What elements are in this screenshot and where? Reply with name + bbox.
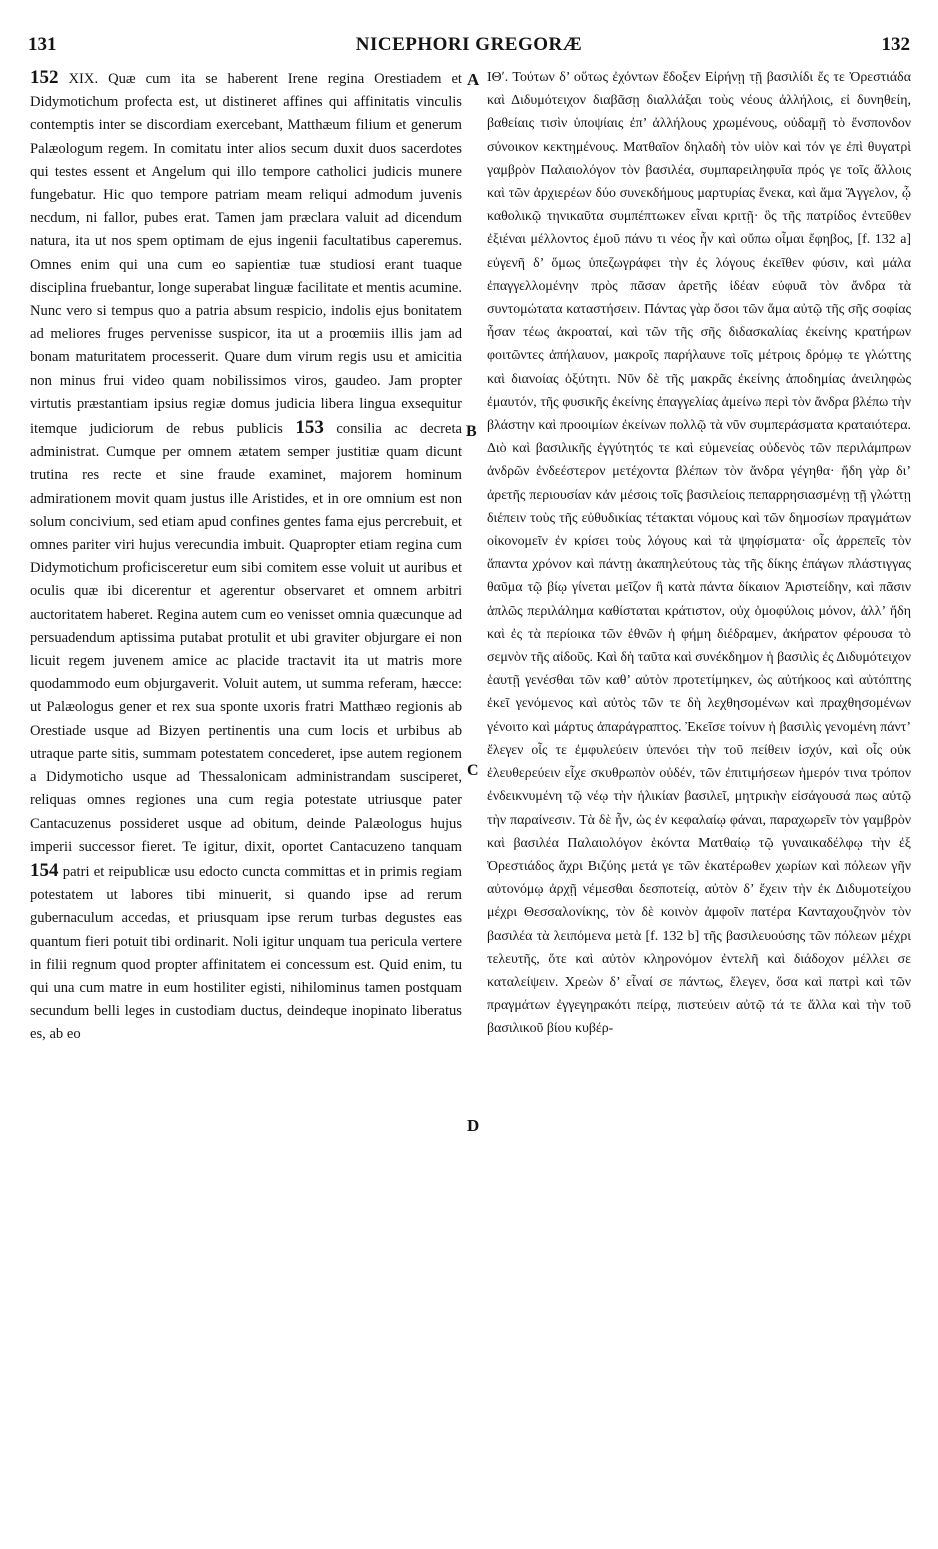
margin-letter-a: A bbox=[467, 70, 480, 89]
greek-column bbox=[487, 66, 911, 1536]
page-number-left: 131 bbox=[28, 34, 57, 55]
latin-column bbox=[30, 66, 462, 1536]
running-header bbox=[28, 34, 910, 66]
latin-text-1: XIX. Quæ cum ita se haberent Irene regina Orestiadem et Didymotichum profecta est, ut distineret affines qui affinitatis vinculis contemptis inter se discordiam exercebant, Matthæum filium et generum Palæologum regem. In comitatu inter alios secum duxit duos sacerdotes qui testes essent et Angelum qui illo tempore catholici judicis munere fungebatur. Hic quo tempore patriam meam reliqui admodum juvenis necdum, ni fallor, pubes erat. Tamen jam præclara valuit ad dicendum natura, ita ut nos spem optimam de ejus ingenii facultatibus caperemus. Omnes enim qui una cum eo sapientiæ tuæ studiosi erant tuaque disciplina fruebantur, longe superabat linguæ facilitate et mentis acumine. Nunc vero si tempus quo a patria absum respicio, indolis ejus bonitatem ad meliores fruges pervenisse suspicor, ita ut a proœmiis illis jam ad bonam maturitatem processerit. Quare dum virum regis usu et amicitia non minus frui video quam nobilissimos viros, gaudeo. Jam propter virtutis præstantiam ipsius regiæ domus judicia libera lingua exsequitur itemque judiciorum de rebus publicis bbox=[30, 71, 462, 438]
page-number-right: 132 bbox=[881, 34, 910, 55]
section-number: 154 bbox=[30, 859, 59, 881]
running-title: NICEPHORI GREGORÆ bbox=[355, 34, 583, 55]
section-number: 153 bbox=[295, 417, 324, 439]
section-number: 152 bbox=[30, 67, 59, 88]
margin-letter-c: C bbox=[467, 762, 479, 779]
latin-text-3: patri et reipublicæ usu edocto cuncta committas et in primis regiam potestatem ut labores tibi minuerit, si quando ipse ad rerum gubernaculum accedas, et priusquam ipse rerum turbas degustes eas quantum fieri potuit tibi ordinarit. Noli igitur unquam tua pericula vertere in filii regnum quod propter affinitatem ei concessum est. Quid enim, tu qui una cum matre in eum hostiliter egisti, nihilominus tamen postquam secundum belli leges in custodiam ductus, deindeque inopinato liberatus es, ab eo bbox=[30, 863, 462, 1043]
latin-paragraph bbox=[30, 66, 462, 1047]
latin-text-2: consilia ac decreta administrat. Cumque per omnem ætatem semper justitiæ quam dicunt trutina res recte et sine fraude examinet, majorem hominum admirationem movit quam justus ille Aristides, et in ore omnium est non solum concivium, sed etiam apud confines gentes fama ejus percrebuit, et omnes pariter viri hujus verecundia imbuit. Quapropter etiam regina cum Didymotichum proficisceretur eum sibi comitem esse voluit ut auribus et oculis quæ ibi dicerentur et agerentur observaret et omnem arbitri auctoritatem haberet. Regina autem cum eo venisset omnia quæcunque ad persuadendum aptissima putabat protulit et ubi graviter objurgare ei non licuit regem juvenem amice ac placide tractavit ita ut matris more quodammodo eum objurgaverit. Voluit autem, ut summa referam, hæcce: ut Palæologus gener et rex sua sponte uxoris fratri Matthæo regionis ab Orestiade usque ad Bizyen pertinentis una cum locis et urbibus ab utraque parte sitis, summam potestatem concederet, ipse autem regionem a Didymoticho usque ad Thessalonicam administrandam susciperet, reliquas omnes regiones una cum regia potestate utriusque pater Cantacuzenus possideret usque ad obitum, deinde Palæologus hujus imperii successor fieret. Te igitur, dixit, oportet Cantacuzeno tanquam bbox=[30, 421, 462, 855]
greek-paragraph: ΙΘʹ. Τούτων δ’ οὕτως ἐχόντων ἔδοξεν Εἰρήνῃ τῇ βασιλίδι ἔς τε Ὀρεστιάδα καὶ Διδυμότειχον διαβᾶσῃ διαλλάξαι τοὺς νέους ἀλλήλοις, εἰ δυνηθείη, βαθείαις τισὶν ὑποψίαις ἐπ’ ἀλλήλους χρωμένους, οὐδαμῇ τὸ ἔνσπονδον σύνοικον κεκτημένους. Ματθαῖον δηλαδὴ τὸν υἱὸν καὶ τόν γε ἐπὶ θυγατρὶ γαμβρὸν Παλαιολόγον τὸν βασιλέα, συμπαρειληφυῖα πρός γε τοῖς ἄλλοις καὶ τῶν ἀρχιερέων δύο συνεκδήμους μαρτυρίας ἕνεκα, καὶ ἅμα Ἄγγελον, ᾧ καθολικῷ τηνικαῦτα συμπέπτωκεν εἶναι κριτῇ· ὃς τῆς πατρίδος ἐντεῦθεν ἐξιέναι μέλλοντος ἐμοῦ πάνυ τι νέος ἦν καὶ οὔπω οἶμαι ἔφηβος, [f. 132 a] εὐγενῆ δ’ ὅμως ὑπεζωγράφει τὴν ἐς λόγους ἐκεῖθεν φύσιν, καὶ μάλα ἐπαγγελλομένην πρὸς πᾶσαν ἀρετῆς ἰδέαν εὐφυᾶ τὸν ἄνδρα τὰ συντομώτατα καταστήσειν. Πάντας γὰρ ὅσοι τῶν ἅμα αὐτῷ τῆς σῆς σοφίας ἦσαν τέως ἀκροαταί, καὶ τῶν τῆς σῆς διδασκαλίας ἐκείνης κρατήρων φοιτῶντες ἀπήλαυον, μακροῖς παρήλαυνε τοῖς μέτροις δρόμῳ τε γλώττης καὶ διανοίας ὀξύτητι. Νῦν δὲ τῆς μακρᾶς ἐκείνης ἀποδημίας ἀνειληφὼς ἐμαυτόν, τῆς φυσικῆς ἐκείνης ἐπαγγελίας ἀμείνω περὶ τὸν ἄνδρα βλέπω τὴν βλάστην καὶ προοιμίων ἐκείνων πολλῷ τὰ νῦν συμπεράσματα κραταιότερα. Διὸ καὶ βασιλικῆς ἐγγύτητός τε καὶ εὐμενείας οὐδενὸς τῶν περιλάμπρων ἀνδρῶν ἐνδεέστερον μετέχοντα βλέπων τὸν ἄνδρα γέγηθα· ἤδη γὰρ δι’ ἀρετῆς περιουσίαν κἀν μέσοις τοῖς βασιλείοις πεπαρρησιασμένῃ τῇ γλώττῃ διέπειν τοὺς τῆς εὐθυδικίας τέτακται νόμους καὶ τῶν δημοσίων πραγμάτων οἰκονομεῖν ἐν κρίσει τοὺς λόγους καὶ τὰ ψηφίσματα· οἷς ἀρρεπεῖς τὸν ἅπαντα χρόνον καὶ πάντῃ ἀκαπηλεύτους τὰς τῆς δίκης ἐπάγων πλάστιγγας θαῦμα τῷ βίῳ γίνεται μεῖζον ἢ κατὰ πάντα δίκαιον Ἀριστείδην, καὶ πᾶσιν ἁπλῶς περιλάλημα καθίσταται κράτιστον, οὐχ ὁμοφύλοις μόνον, ἀλλ’ ἤδη καὶ ἐς τὰ περίοικα τῶν ἐθνῶν ἡ φήμη διέδραμεν, ἀκήρατον φέρουσα τὸ σεμνὸν τῆς αἰδοῦς. Καὶ δὴ ταῦτα καὶ συνέκδημον ἡ βασιλὶς ἐς Διδυμότειχον ἑαυτῇ γενέσθαι τῶν καθ’ αὐτὸν προτετίμηκεν, ὡς αὐτήκοος καὶ αὐτόπτης ἐκεῖ γενόμενος καὶ αὐτὸς τῶν τε δὴ λεχθησομένων καὶ πραχθησομένων γένοιτο καὶ μάρτυς ἀπαράγραπτος. Ἐκεῖσε τοίνυν ἡ βασιλὶς γενομένη πάντ’ ἔλεγεν οἷς τε ἐμφυλεύειν ὑπενόει τὴν τοῦ πείθειν ἰσχύν, καὶ οἷς οὐκ ἐλευθερεύειν εἶχε σκυθρωπὸν οὐδέν, τῶν ἐπιτιμήσεων ἡμερόν τινα τρόπον ἐνδεικνυμένη τῷ νέῳ τὴν ἡλικίαν βασιλεῖ, μητρικὴν εἰσάγουσά πως αὐτῷ τὴν παραίνεσιν. Τὰ δὲ ἦν, ὡς ἐν κεφαλαίῳ φάναι, παραχωρεῖν τὸν γαμβρὸν καὶ βασιλέα Παλαιολόγον ἑκόντα Ματθαίῳ τῷ γυναικαδέλφῳ τὴν ἐξ Ὀρεστιάδος ἄχρι Βιζύης μετά γε τῶν ἑκατέρωθεν χωρίων καὶ πόλεων γῆν αὐτονόμῳ ἀρχῇ νέμεσθαι δεσποτείᾳ, αὐτὸν δ’ ἔχειν τὴν ἐκ Διδυμοτείχου μέχρι Θεσσαλονίκης, τὸν δὲ κοινὸν ἀμφοῖν πατέρα Κανταχουζηνὸν τὸν βασιλέα τὰ λειπόμενα μετὰ [f. 132 b] τῆς βασιλευούσης τῶν πόλεων μέχρι τελευτῆς, ὅτε καὶ αὐτὸν κληρονόμον ἐντελῆ καὶ διάδοχον μέλλει σε καταλείψειν. Χρεὼν δ’ εἶναί σε πάντως, ἔλεγεν, ὅσα καὶ πατρὶ καὶ τῶν πραγμάτων ἐγγεγηρακότι πείρᾳ, πιστεύειν αὐτῷ τά τε ἄλλα καὶ τὴν τοῦ βασιλικοῦ βίου κυβέρ- bbox=[487, 70, 911, 1037]
margin-letter-d: D bbox=[467, 1116, 480, 1135]
margin-letter-b: B bbox=[466, 423, 477, 440]
